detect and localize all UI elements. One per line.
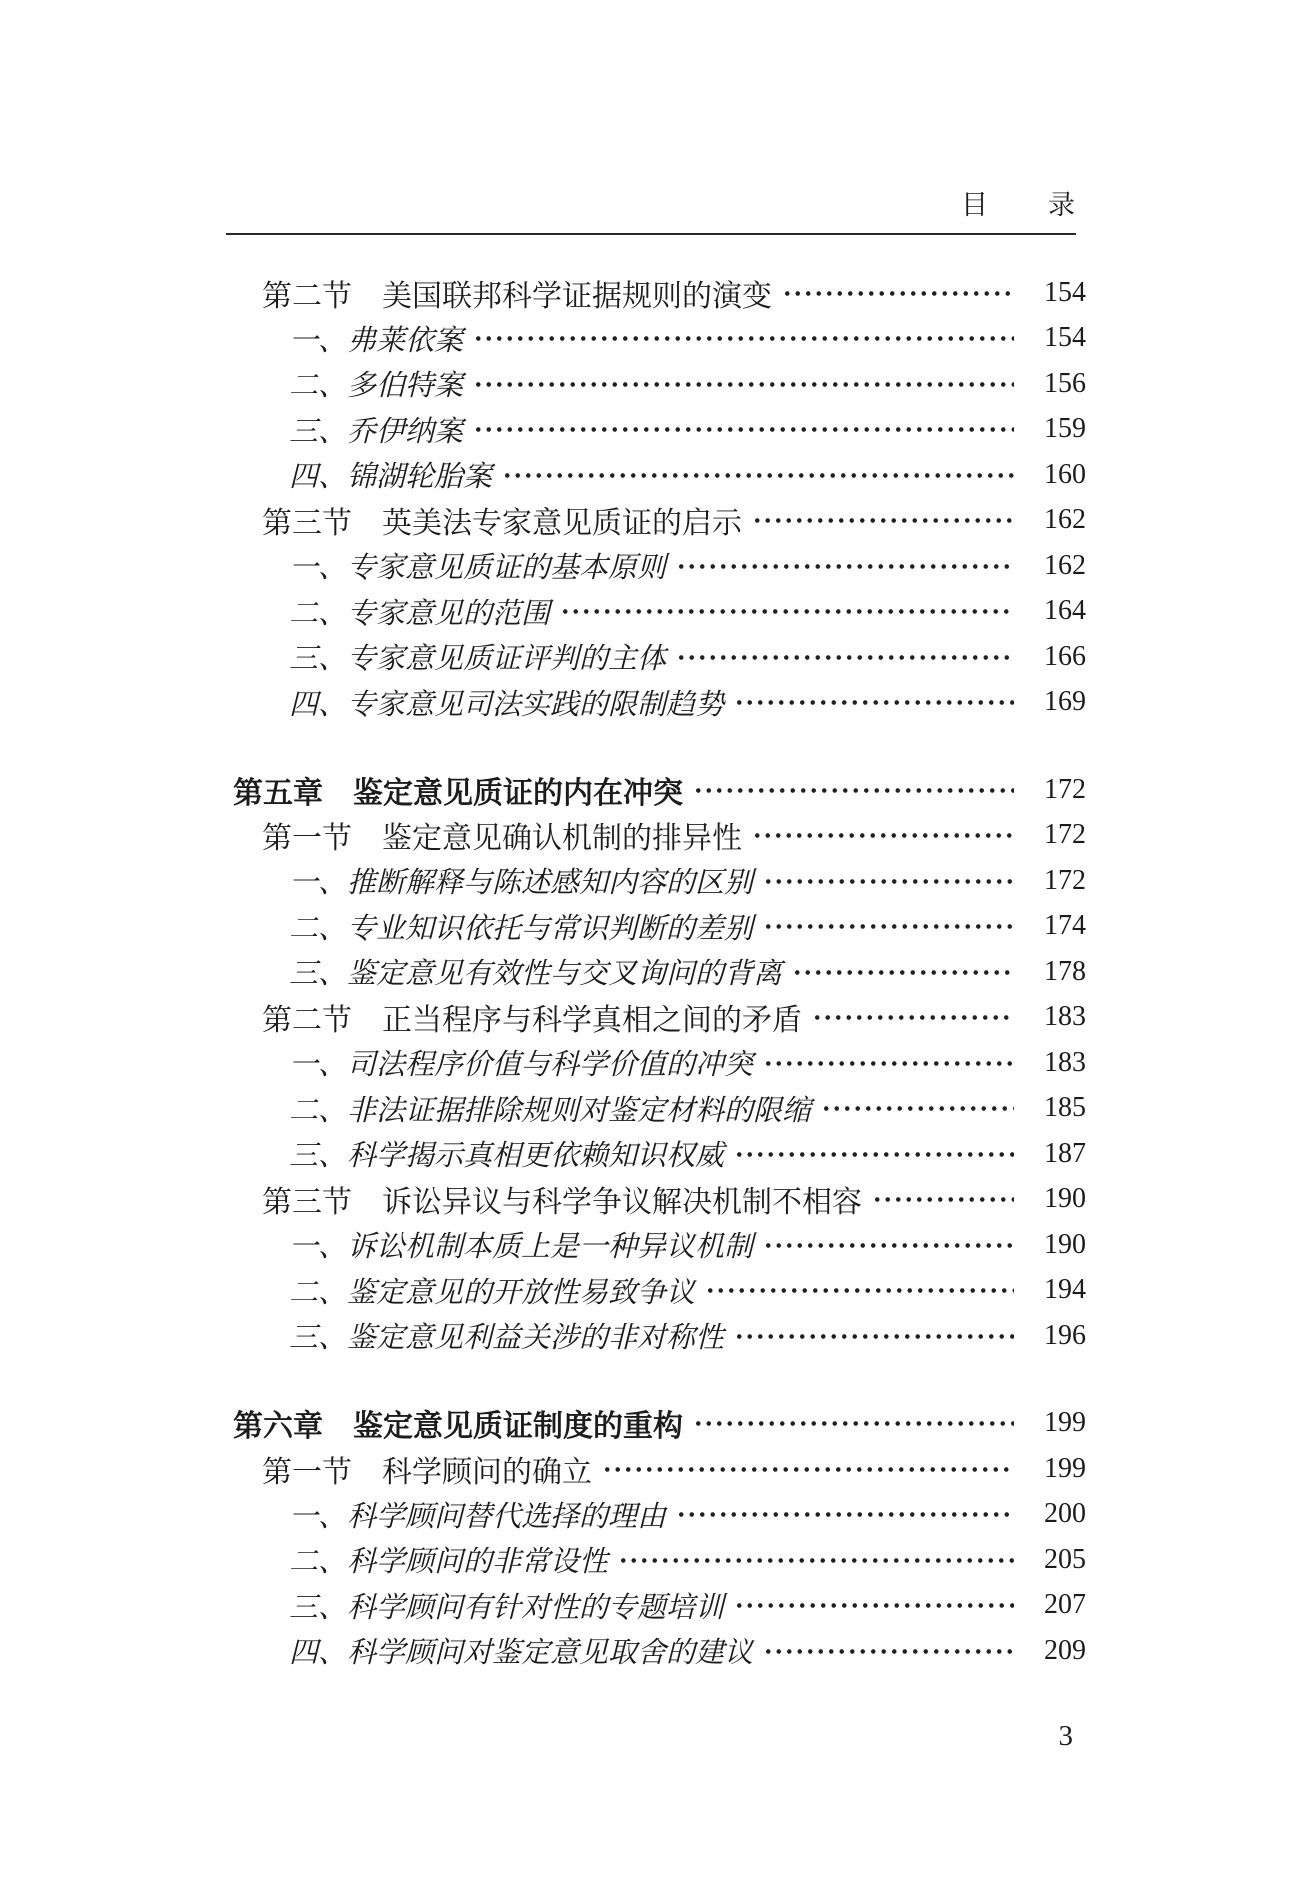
dot-leader [473, 316, 1014, 362]
toc-entry-label: 第二节 正当程序与科学真相之间的矛盾 [262, 1004, 802, 1038]
toc-entry-label: 第一节 科学顾问的确立 [262, 1455, 592, 1489]
dot-leader [734, 1583, 1014, 1629]
dot-leader [473, 361, 1014, 407]
dot-leader [734, 680, 1014, 726]
dot-leader [676, 543, 1014, 589]
toc-entry-label: 一、司法程序价值与科学价值的冲突 [289, 1049, 754, 1082]
toc-entry-sub-3 [226, 407, 1086, 453]
toc-entry-label: 二、非法证据排除规则对鉴定材料的限缩 [289, 1094, 812, 1127]
toc-entry-page-number: 166 [1044, 640, 1086, 672]
toc-entry-page-number: 209 [1044, 1634, 1086, 1666]
page-number: 3 [1058, 1720, 1073, 1752]
toc-entry-sub-21 [226, 1268, 1086, 1314]
toc-entry-page-number: 199 [1044, 1452, 1086, 1484]
toc-entry-label: 第三节 诉讼异议与科学争议解决机制不相容 [262, 1186, 862, 1220]
toc-entry-sub-20 [226, 1222, 1086, 1268]
toc-entry-page-number: 172 [1044, 819, 1086, 851]
toc-entry-label: 四、专家意见司法实践的限制趋势 [289, 688, 725, 721]
dot-leader [792, 949, 1014, 995]
toc-entry-sub-26 [226, 1537, 1086, 1583]
dot-leader [782, 270, 1014, 316]
dot-leader [676, 634, 1014, 680]
toc-entry-page-number: 196 [1044, 1319, 1086, 1351]
toc-entry-label: 第六章 鉴定意见质证制度的重构 [233, 1410, 683, 1444]
toc-entry-page-number: 159 [1044, 413, 1086, 445]
toc-entry-section-24 [226, 1446, 1086, 1492]
toc-entry-page-number: 178 [1044, 955, 1086, 987]
toc-entry-sub-8 [226, 634, 1086, 680]
toc-entry-label: 一、专家意见质证的基本原则 [289, 552, 667, 585]
dot-leader [618, 1537, 1014, 1583]
dot-leader [752, 813, 1014, 859]
dot-leader [693, 767, 1014, 813]
dot-leader [763, 1628, 1014, 1674]
toc-entry-sub-28 [226, 1628, 1086, 1674]
toc-entry-sub-1 [226, 316, 1086, 362]
toc-entry-sub-17 [226, 1086, 1086, 1132]
toc-entry-label: 三、科学顾问有针对性的专题培训 [289, 1591, 725, 1624]
toc-entry-sub-13 [226, 904, 1086, 950]
toc-entry-label: 三、鉴定意见利益关涉的非对称性 [289, 1322, 725, 1355]
toc-entry-page-number: 160 [1044, 458, 1086, 490]
dot-leader [734, 1131, 1014, 1177]
toc-entry-page-number: 164 [1044, 595, 1086, 627]
toc-entry-label: 二、多伯特案 [289, 370, 464, 403]
toc-entry-page-number: 194 [1044, 1274, 1086, 1306]
toc-entry-page-number: 205 [1044, 1543, 1086, 1575]
toc-entry-sub-27 [226, 1583, 1086, 1629]
toc-entry-page-number: 183 [1044, 1046, 1086, 1078]
toc-entry-section-19 [226, 1177, 1086, 1223]
dot-leader [734, 1313, 1014, 1359]
toc-entry-label: 第二节 美国联邦科学证据规则的演变 [262, 279, 772, 313]
toc-entry-label: 三、科学揭示真相更依赖知识权威 [289, 1140, 725, 1173]
toc-entry-page-number: 172 [1044, 864, 1086, 896]
toc-entry-section-15 [226, 995, 1086, 1041]
dot-leader [473, 407, 1014, 453]
toc-entry-label: 三、鉴定意见有效性与交叉询问的背离 [289, 958, 783, 991]
toc-entry-label: 一、弗莱依案 [289, 324, 464, 357]
toc-entry-label: 一、推断解释与陈述感知内容的区别 [289, 867, 754, 900]
toc-entry-label: 二、科学顾问的非常设性 [289, 1546, 609, 1579]
toc-entry-section-5 [226, 498, 1086, 544]
toc-entry-sub-4 [226, 452, 1086, 498]
toc-entry-page-number: 199 [1044, 1407, 1086, 1439]
dot-leader [752, 498, 1014, 544]
toc-entry-page-number: 156 [1044, 367, 1086, 399]
dot-leader [602, 1446, 1014, 1492]
toc-entry-label: 第五章 鉴定意见质证的内在冲突 [233, 776, 683, 810]
toc-entry-label: 四、锦湖轮胎案 [289, 461, 493, 494]
toc-entry-page-number: 154 [1044, 322, 1086, 354]
toc-entry-sub-2 [226, 361, 1086, 407]
dot-leader [763, 904, 1014, 950]
toc-entry-label: 一、诉讼机制本质上是一种异议机制 [289, 1231, 754, 1264]
toc-entry-label: 二、鉴定意见的开放性易致争议 [289, 1276, 696, 1309]
toc-entry-label: 二、专业知识依托与常识判断的差别 [289, 912, 754, 945]
toc-entry-label: 一、科学顾问替代选择的理由 [289, 1500, 667, 1533]
toc-entry-page-number: 187 [1044, 1137, 1086, 1169]
toc-entry-page-number: 162 [1044, 549, 1086, 581]
toc-list [226, 270, 1086, 1674]
toc-entry-sub-6 [226, 543, 1086, 589]
page-header-title: 目 录 [961, 190, 1077, 220]
toc-entry-label: 四、科学顾问对鉴定意见取舍的建议 [289, 1637, 754, 1670]
toc-entry-section-11 [226, 813, 1086, 859]
toc-entry-label: 三、专家意见质证评判的主体 [289, 643, 667, 676]
toc-entry-page-number: 207 [1044, 1589, 1086, 1621]
toc-entry-page-number: 185 [1044, 1092, 1086, 1124]
toc-entry-label: 二、专家意见的范围 [289, 597, 551, 630]
toc-entry-label: 第一节 鉴定意见确认机制的排异性 [262, 822, 742, 856]
toc-entry-sub-22 [226, 1313, 1086, 1359]
dot-leader [763, 1040, 1014, 1086]
toc-entry-page-number: 169 [1044, 686, 1086, 718]
toc-entry-page-number: 200 [1044, 1498, 1086, 1530]
toc-entry-section-0 [226, 270, 1086, 316]
toc-entry-chapter-10 [226, 767, 1086, 813]
toc-entry-page-number: 162 [1044, 504, 1086, 536]
toc-entry-page-number: 190 [1044, 1183, 1086, 1215]
dot-leader [693, 1401, 1014, 1447]
dot-leader [763, 858, 1014, 904]
toc-entry-page-number: 172 [1044, 773, 1086, 805]
toc-entry-sub-25 [226, 1492, 1086, 1538]
toc-entry-sub-18 [226, 1131, 1086, 1177]
dot-leader [676, 1492, 1014, 1538]
dot-leader [812, 995, 1014, 1041]
toc-entry-sub-14 [226, 949, 1086, 995]
dot-leader [872, 1177, 1014, 1223]
toc-entry-sub-7 [226, 589, 1086, 635]
dot-leader [502, 452, 1014, 498]
toc-entry-sub-9 [226, 680, 1086, 726]
toc-entry-page-number: 183 [1044, 1001, 1086, 1033]
toc-entry-sub-16 [226, 1040, 1086, 1086]
header-rule [226, 233, 1076, 235]
dot-leader [705, 1268, 1014, 1314]
toc-entry-sub-12 [226, 858, 1086, 904]
toc-entry-page-number: 154 [1044, 276, 1086, 308]
toc-entry-label: 第三节 英美法专家意见质证的启示 [262, 507, 742, 541]
toc-entry-page-number: 174 [1044, 910, 1086, 942]
dot-leader [560, 589, 1014, 635]
toc-entry-page-number: 190 [1044, 1228, 1086, 1260]
dot-leader [763, 1222, 1014, 1268]
toc-entry-label: 三、乔伊纳案 [289, 415, 464, 448]
toc-entry-chapter-23 [226, 1401, 1086, 1447]
dot-leader [821, 1086, 1014, 1132]
